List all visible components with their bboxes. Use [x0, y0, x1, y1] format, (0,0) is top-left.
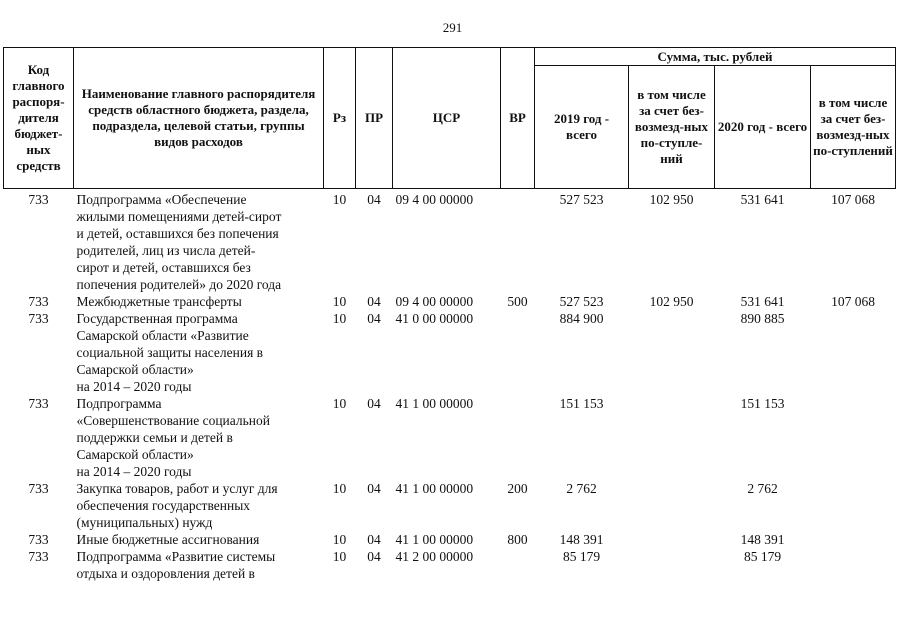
- cell-rz: 10: [332, 481, 347, 496]
- cell-2019-total: 527 523: [559, 294, 604, 309]
- cell-2020-total: 148 391: [740, 532, 785, 547]
- cell-vr: 500: [507, 294, 528, 309]
- table-row: [4, 191, 896, 293]
- header-csr: ЦСР: [393, 48, 501, 189]
- header-name: Наименование главного распорядителя средств областного бюджета, раздела, подраздела, целевой статьи, группы видов расходов: [74, 48, 324, 189]
- table-row: [4, 531, 896, 548]
- table-row: [4, 480, 896, 531]
- cell-2019-free: [629, 395, 715, 480]
- cell-vr: 200: [507, 481, 528, 496]
- cell-2020-free: [811, 310, 896, 395]
- cell-pr: 04: [367, 294, 381, 309]
- cell-rz: 10: [332, 311, 347, 326]
- cell-csr: 41 1 00 00000: [395, 532, 474, 547]
- cell-rz: 10: [332, 192, 347, 207]
- cell-2019-total: 527 523: [559, 192, 604, 207]
- table-header: [4, 48, 896, 189]
- budget-table: [3, 47, 896, 582]
- cell-rz: 10: [332, 396, 347, 411]
- cell-2020-total: 531 641: [740, 294, 785, 309]
- page-number: 291: [442, 20, 463, 35]
- cell-csr: 09 4 00 00000: [395, 192, 474, 207]
- cell-pr: 04: [367, 396, 381, 411]
- cell-2020-total: 85 179: [743, 549, 782, 564]
- cell-name: Подпрограмма «Совершенствование социальной поддержки семьи и детей в Самарской области» на 2014 – 2020 годы: [76, 396, 270, 479]
- cell-2019-total: 85 179: [562, 549, 601, 564]
- table-body: [4, 189, 896, 583]
- cell-pr: 04: [367, 192, 381, 207]
- cell-name: Подпрограмма «Обеспечение жилыми помещениями детей-сирот и детей, оставшихся без попечения родителей, лиц из числа детей- сирот и детей, оставшихся без попечения родителей» до 2020 года: [76, 192, 282, 292]
- table-row: [4, 548, 896, 582]
- cell-2019-free: [629, 531, 715, 548]
- cell-csr: 41 0 00 00000: [395, 311, 474, 326]
- cell-vr: 800: [507, 532, 528, 547]
- cell-2019-free: [629, 480, 715, 531]
- cell-vr: [501, 548, 535, 582]
- cell-2019-free: 102 950: [649, 192, 694, 207]
- cell-2020-free: [811, 480, 896, 531]
- cell-2020-total: 2 762: [747, 481, 778, 496]
- cell-csr: 09 4 00 00000: [395, 294, 474, 309]
- header-vr: ВР: [501, 48, 535, 189]
- cell-name: Межбюджетные трансферты: [76, 294, 242, 309]
- cell-2020-free: 107 068: [831, 192, 875, 207]
- header-2019-total: 2019 год - всего: [535, 66, 629, 189]
- cell-rz: 10: [332, 294, 347, 309]
- header-pr: ПР: [356, 48, 393, 189]
- cell-name: Иные бюджетные ассигнования: [76, 532, 260, 547]
- cell-2020-total: 151 153: [740, 396, 785, 411]
- cell-2020-free: [811, 548, 896, 582]
- cell-code: 733: [28, 294, 49, 309]
- cell-code: 733: [28, 192, 49, 207]
- cell-2020-total: 531 641: [740, 192, 785, 207]
- cell-csr: 41 1 00 00000: [395, 396, 474, 411]
- header-2019-free: в том числе за счет без-возмезд-ных по-ступле-ний: [629, 66, 715, 189]
- cell-rz: 10: [332, 549, 347, 564]
- cell-code: 733: [28, 481, 49, 496]
- cell-2019-total: 151 153: [559, 396, 604, 411]
- cell-2020-free: [811, 395, 896, 480]
- cell-name: Закупка товаров, работ и услуг для обеспечения государственных (муниципальных) нужд: [76, 481, 278, 530]
- cell-pr: 04: [367, 481, 381, 496]
- cell-2019-free: [629, 310, 715, 395]
- cell-2020-free: 107 068: [831, 294, 875, 309]
- cell-2019-total: 148 391: [559, 532, 604, 547]
- table-row: [4, 395, 896, 480]
- cell-name: Подпрограмма «Развитие системы отдыха и оздоровления детей в: [76, 549, 276, 581]
- cell-csr: 41 1 00 00000: [395, 481, 474, 496]
- cell-2019-free: 102 950: [649, 294, 694, 309]
- header-2020-free: в том числе за счет без-возмезд-ных по-ступлений: [811, 66, 896, 189]
- header-sum-group: Сумма, тыс. рублей: [535, 48, 896, 66]
- cell-2020-free: [811, 531, 896, 548]
- cell-pr: 04: [367, 549, 381, 564]
- cell-pr: 04: [367, 532, 381, 547]
- table-row: [4, 310, 896, 395]
- cell-code: 733: [28, 396, 49, 411]
- cell-2019-free: [629, 548, 715, 582]
- cell-rz: 10: [332, 532, 347, 547]
- cell-csr: 41 2 00 00000: [395, 549, 474, 564]
- cell-code: 733: [28, 311, 49, 326]
- table-row: [4, 293, 896, 310]
- cell-code: 733: [28, 549, 49, 564]
- cell-code: 733: [28, 532, 49, 547]
- header-rz: Рз: [324, 48, 356, 189]
- cell-vr: [501, 191, 535, 293]
- cell-name: Государственная программа Самарской области «Развитие социальной защиты населения в Самарской области» на 2014 – 2020 годы: [76, 311, 264, 394]
- header-code: Код главного распоря-дителя бюджет-ных средств: [4, 48, 74, 189]
- cell-2020-total: 890 885: [740, 311, 785, 326]
- header-2020-total: 2020 год - всего: [715, 66, 811, 189]
- cell-vr: [501, 395, 535, 480]
- cell-pr: 04: [367, 311, 381, 326]
- cell-vr: [501, 310, 535, 395]
- cell-2019-total: 2 762: [566, 481, 597, 496]
- cell-2019-total: 884 900: [559, 311, 604, 326]
